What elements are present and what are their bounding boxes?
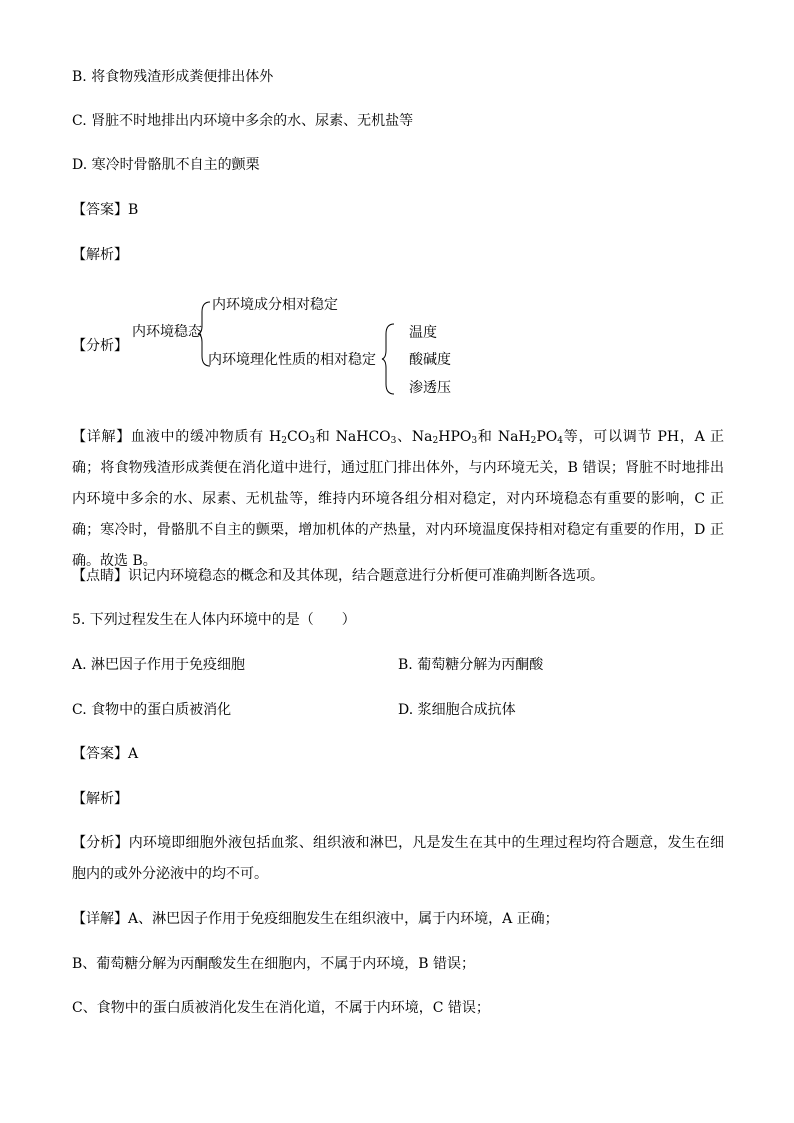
q5-option-d: D. 浆细胞合成抗体 (398, 702, 516, 718)
diagram-leaf-3: 渗透压 (409, 380, 451, 396)
diagram-branch-2: 内环境理化性质的相对稳定 (208, 352, 376, 368)
diagram-branch-1: 内环境成分相对稳定 (212, 297, 338, 313)
option-b: B. 将食物残渣形成粪便排出体外 (72, 69, 274, 85)
analysis-tag: 【解析】 (72, 247, 128, 263)
q5-option-c: C. 食物中的蛋白质被消化 (72, 702, 232, 718)
q5-detail-a: 【详解】A、淋巴因子作用于免疫细胞发生在组织液中，属于内环境，A 正确； (72, 911, 559, 927)
diagram-leaf-1: 温度 (409, 325, 437, 341)
answer-line (72, 200, 138, 220)
q5-analysis-tag: 【解析】 (72, 791, 128, 807)
q5-option-b: B. 葡萄糖分解为丙酮酸 (398, 657, 544, 673)
dianjing-line: 【点睛】识记内环境稳态的概念和及其体现，结合题意进行分析便可准确判断各选项。 (72, 568, 604, 584)
q5-answer-line: 【答案】A (72, 746, 139, 762)
q5-option-a: A. 淋巴因子作用于免疫细胞 (72, 657, 246, 673)
q5-detail-b: B、葡萄糖分解为丙酮酸发生在细胞内，不属于内环境，B 错误； (72, 956, 476, 972)
diagram-leaf-2: 酸碱度 (409, 352, 451, 368)
answer-value: B (128, 202, 139, 218)
answer-tag: 【答案】 (72, 202, 128, 218)
brace-right-icon (382, 322, 396, 396)
diagram-root: 内环境稳态 (132, 324, 202, 340)
option-d: D. 寒冷时骨骼肌不自主的颤栗 (72, 157, 260, 173)
fenxi-tag: 【分析】 (72, 338, 128, 354)
q5-stem: 5. 下列过程发生在人体内环境中的是（ ） (72, 612, 356, 628)
option-c: C. 肾脏不时地排出内环境中多余的水、尿素、无机盐等 (72, 113, 414, 129)
q5-fenxi-paragraph: 【分析】内环境即细胞外液包括血浆、组织液和淋巴，凡是发生在其中的生理过程均符合题意，发生在细胞内的或外分泌液中的均不可。 (72, 835, 725, 882)
detail-paragraph: 【详解】血液中的缓冲物质有 $H_2CO_3$和 NaHCO$_3$、$Na_2HPO_3$和 $NaH_2PO_4$等，可以调节 PH，A 正确；将食物残渣形成粪便在消化道中进行，通过肛门排出体外，与内环境无关，B 错误；肾脏不时地排出内环境中多余的水、尿素、无机盐等，维持内环境各组分相对稳定，对内环境稳态有重要的影响，C 正确；寒冷时，骨骼肌不自主的颤栗，增加机体的产热量，对内环境温度保持相对稳定有重要的作用，D 正确。故选 B。 (72, 429, 724, 569)
q5-detail-c: C、食物中的蛋白质被消化发生在消化道，不属于内环境，C 错误； (72, 1000, 490, 1016)
